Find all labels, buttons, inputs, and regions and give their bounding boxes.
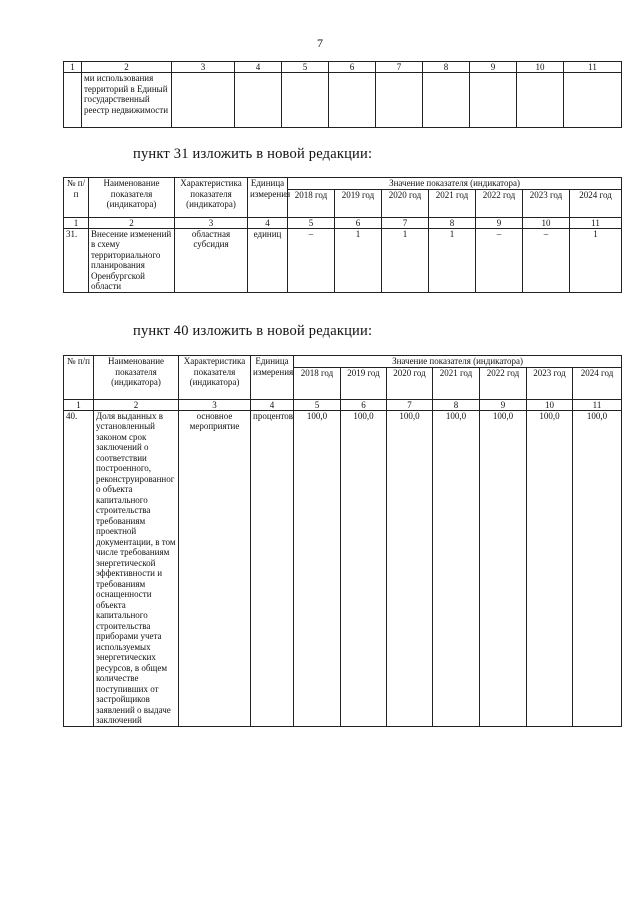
header-year: 2021 год <box>429 189 476 217</box>
header-year: 2022 год <box>480 367 527 399</box>
value-2020: 100,0 <box>387 410 433 726</box>
indicator-name: Доля выданных в установленный законом срок заключений о соответствии построенного, реконструированного объекта капитального строительства требованиям проектной документации, в том числе требованиям энергетической эффективности и требованиям оснащенности объекта капитального строительства приборами учета используемых энергетических ресурсов, в общем количестве поступивших от застройщиков заявлений о выдаче заключений <box>94 410 179 726</box>
value-2021: 100,0 <box>433 410 480 726</box>
column-number: 7 <box>376 62 423 73</box>
column-number: 1 <box>64 62 82 73</box>
column-number: 3 <box>175 217 248 228</box>
indicator-unit: единиц <box>248 228 288 292</box>
header-year: 2019 год <box>341 367 387 399</box>
value-2022: 100,0 <box>480 410 527 726</box>
column-number: 6 <box>341 399 387 410</box>
column-number: 3 <box>179 399 251 410</box>
header-year: 2018 год <box>288 189 335 217</box>
column-number-row <box>64 62 622 73</box>
value-2022: – <box>476 228 523 292</box>
row-number: 31. <box>64 228 89 292</box>
header-year: 2024 год <box>573 367 622 399</box>
column-number: 9 <box>470 62 517 73</box>
header-year: 2023 год <box>527 367 573 399</box>
column-number: 11 <box>573 399 622 410</box>
value-2023: 100,0 <box>527 410 573 726</box>
header-year: 2023 год <box>523 189 570 217</box>
column-number: 8 <box>429 217 476 228</box>
indicator-characteristic: основное мероприятие <box>179 410 251 726</box>
value-2018: 100,0 <box>294 410 341 726</box>
column-number: 4 <box>235 62 282 73</box>
column-number: 6 <box>329 62 376 73</box>
page-number: 7 <box>317 36 323 50</box>
header-value-group: Значение показателя (индикатора) <box>288 178 622 190</box>
column-number: 2 <box>82 62 172 73</box>
section-heading-40: пункт 40 изложить в новой редакции: <box>133 323 373 339</box>
value-2024: 100,0 <box>573 410 622 726</box>
value-2024: 1 <box>570 228 622 292</box>
column-number: 5 <box>288 217 335 228</box>
column-number: 7 <box>387 399 433 410</box>
table-row <box>64 73 622 128</box>
header-characteristic: Характеристика показателя (индикатора) <box>179 356 251 400</box>
section-heading-31: пункт 31 изложить в новой редакции: <box>133 146 373 162</box>
header-year: 2022 год <box>476 189 523 217</box>
header-year: 2020 год <box>382 189 429 217</box>
column-number: 2 <box>89 217 175 228</box>
indicator-unit: процентов <box>251 410 294 726</box>
indicator-table-31 <box>63 177 622 293</box>
indicator-table-40 <box>63 355 622 727</box>
column-number: 5 <box>294 399 341 410</box>
column-number-row <box>64 217 622 228</box>
column-number-row <box>64 399 622 410</box>
column-number: 6 <box>335 217 382 228</box>
header-characteristic: Характеристика показателя (индикатора) <box>175 178 248 218</box>
value-2023: – <box>523 228 570 292</box>
continuation-table <box>63 61 622 128</box>
column-number: 1 <box>64 399 94 410</box>
value-2019: 1 <box>335 228 382 292</box>
header-no: № п/п <box>64 356 94 400</box>
column-number: 2 <box>94 399 179 410</box>
indicator-name: Внесение изменений в схему территориального планирования Оренбургской области <box>89 228 175 292</box>
header-year: 2018 год <box>294 367 341 399</box>
column-number: 1 <box>64 217 89 228</box>
value-2019: 100,0 <box>341 410 387 726</box>
header-year: 2024 год <box>570 189 622 217</box>
header-no: № п/п <box>64 178 89 218</box>
table-row <box>64 410 622 726</box>
column-number: 10 <box>527 399 573 410</box>
header-unit: Единица измерения <box>251 356 294 400</box>
indicator-characteristic: областная субсидия <box>175 228 248 292</box>
header-year: 2019 год <box>335 189 382 217</box>
column-number: 11 <box>564 62 622 73</box>
header-year: 2021 год <box>433 367 480 399</box>
column-number: 11 <box>570 217 622 228</box>
value-2018: – <box>288 228 335 292</box>
column-number: 8 <box>433 399 480 410</box>
column-number: 3 <box>172 62 235 73</box>
column-number: 9 <box>480 399 527 410</box>
row-number: 40. <box>64 410 94 726</box>
column-number: 10 <box>517 62 564 73</box>
value-2020: 1 <box>382 228 429 292</box>
column-number: 4 <box>248 217 288 228</box>
column-number: 5 <box>282 62 329 73</box>
column-number: 8 <box>423 62 470 73</box>
header-year: 2020 год <box>387 367 433 399</box>
column-number: 10 <box>523 217 570 228</box>
column-number: 4 <box>251 399 294 410</box>
header-name: Наименование показателя (индикатора) <box>89 178 175 218</box>
header-value-group: Значение показателя (индикатора) <box>294 356 622 368</box>
header-name: Наименование показателя (индикатора) <box>94 356 179 400</box>
value-2021: 1 <box>429 228 476 292</box>
column-number: 9 <box>476 217 523 228</box>
column-number: 7 <box>382 217 429 228</box>
table-row <box>64 228 622 292</box>
indicator-name-cell: ми использования территорий в Единый государственный реестр недвижимости <box>82 73 172 128</box>
header-unit: Единица измерения <box>248 178 288 218</box>
